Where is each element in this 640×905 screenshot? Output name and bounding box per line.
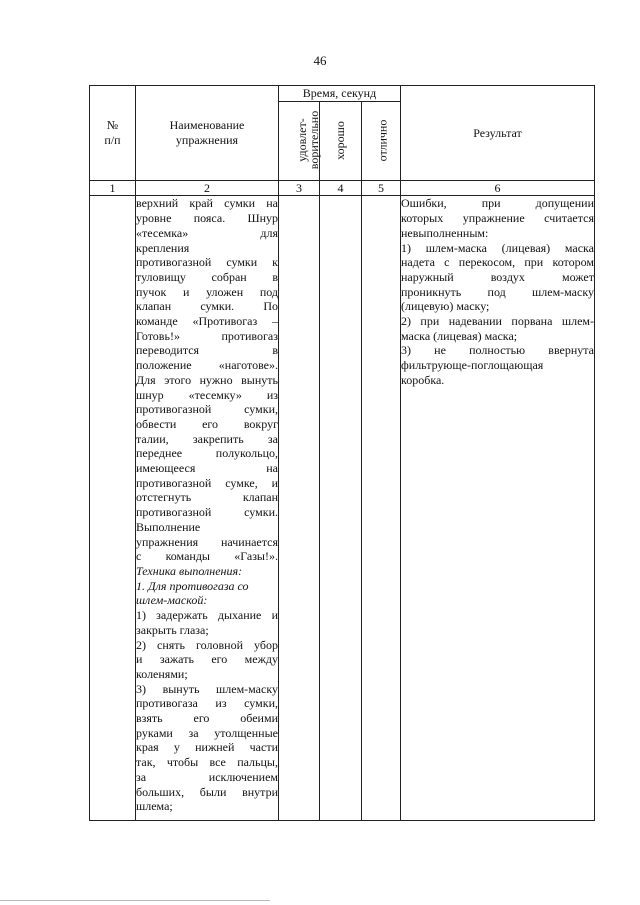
exercise-text-line: края у нижней части — [136, 740, 278, 755]
col-number-4: 4 — [320, 180, 362, 196]
page-number: 46 — [313, 53, 327, 68]
exercise-table — [89, 85, 595, 821]
exercise-text-line: противогазной сумки. — [136, 505, 278, 520]
result-text-line: 3) не полностью ввернута — [401, 343, 594, 358]
col-number-3: 3 — [279, 180, 320, 196]
exercise-text-line: так, чтобы все пальцы, — [136, 755, 278, 770]
column-number-row — [90, 180, 595, 196]
result-text-line: 1) шлем-маска (лицевая) маска — [401, 240, 594, 255]
cell-exercise-description — [136, 196, 279, 821]
header-name: Наименование упражнения — [136, 86, 279, 181]
result-text-line: фильтрующе-поглощающая — [401, 358, 544, 373]
result-text-line: (лицевую) маску; — [401, 299, 490, 314]
exercise-text-line: шлем-маской: — [136, 593, 208, 608]
exercise-text-line: шнур «тесемку» из — [136, 387, 278, 402]
exercise-text-line: Техника выполнения: — [136, 563, 243, 578]
exercise-text-line: туловищу собран в — [136, 269, 278, 284]
col-number-1: 1 — [90, 180, 136, 196]
result-text-line: 2) при надевании порвана шлем- — [401, 314, 594, 329]
exercise-text-line: положение «наготове». — [136, 358, 278, 373]
cell-good — [320, 196, 362, 821]
exercise-text-line: уровне пояса. Шнур — [136, 211, 278, 226]
exercise-text-line: 1) задержать дыхание и — [136, 608, 278, 623]
exercise-text-line: переднее полукольцо, — [136, 446, 278, 461]
exercise-text-line: противогазной сумки, — [136, 402, 278, 417]
header-time-group: Время, секунд — [279, 86, 401, 102]
exercise-text-line: команде «Противогаз – — [136, 314, 278, 329]
header-num: № п/п — [90, 86, 136, 181]
exercise-text-line: 2) снять головной убор — [136, 637, 278, 652]
exercise-text-line: шлема; — [136, 799, 173, 814]
exercise-text-line: 1. Для противогаза со — [136, 578, 249, 593]
exercise-text-line: коленями; — [136, 666, 188, 681]
exercise-text-line: Выполнение — [136, 519, 201, 534]
exercise-text-line: 3) вынуть шлем-маску — [136, 681, 278, 696]
exercise-text-line: взять его обеими — [136, 711, 278, 726]
exercise-text-line: верхний край сумки на — [136, 196, 278, 211]
exercise-text-line: больших, были внутри — [136, 784, 278, 799]
exercise-text-line: пучок и уложен под — [136, 284, 278, 299]
exercise-text-line: закрыть глаза; — [136, 622, 209, 637]
cell-excellent — [362, 196, 401, 821]
footer-divider — [0, 900, 270, 901]
cell-result — [401, 196, 595, 821]
exercise-text-line: клапан сумки. По — [136, 299, 278, 314]
header-result: Результат — [401, 86, 595, 181]
exercise-text-line: отстегнуть клапан — [136, 490, 278, 505]
exercise-text-line: имеющееся на — [136, 461, 278, 476]
result-text-line: проникнуть под шлем-маску — [401, 284, 594, 299]
table-row — [90, 196, 595, 821]
result-text-line: которых упражнение считается — [401, 211, 594, 226]
header-good: хорошо — [320, 101, 362, 180]
exercise-text-line: «тесемка» для — [136, 225, 278, 240]
exercise-text-line: противогазной сумке, и — [136, 475, 278, 490]
exercise-text-line: крепления — [136, 240, 190, 255]
result-text-line: надета с перекосом, при котором — [401, 255, 594, 270]
exercise-text-line: Готовь!» противогаз — [136, 328, 278, 343]
col-number-2: 2 — [136, 180, 279, 196]
exercise-text-line: переводится в — [136, 343, 278, 358]
col-number-6: 6 — [401, 180, 595, 196]
exercise-text-line: руками за утолщенные — [136, 725, 278, 740]
exercise-text-line: Для этого нужно вынуть — [136, 372, 278, 387]
exercise-text-line: упражнения начинается — [136, 534, 278, 549]
col-number-5: 5 — [362, 180, 401, 196]
exercise-text-line: противогазной сумки к — [136, 255, 278, 270]
header-satisfactory: удовлет- ворительно — [279, 101, 320, 180]
exercise-text-line: противогаза из сумки, — [136, 696, 278, 711]
exercise-text-line: обвести его вокруг — [136, 416, 278, 431]
result-text-line: наружный воздух может — [401, 269, 594, 284]
exercise-text-line: за исключением — [136, 769, 278, 784]
result-text-line: коробка. — [401, 372, 445, 387]
exercise-text-line: талии, закрепить за — [136, 431, 278, 446]
result-text-line: Ошибки, при допущении — [401, 196, 594, 211]
cell-num — [90, 196, 136, 821]
header-excellent: отлично — [362, 101, 401, 180]
result-text-line: невыполненным: — [401, 225, 489, 240]
exercise-text-line: и зажать его между — [136, 652, 278, 667]
exercise-text-line: с команды «Газы!». — [136, 549, 278, 564]
result-text-line: маска (лицевая) маска; — [401, 328, 518, 343]
cell-satisfactory — [279, 196, 320, 821]
